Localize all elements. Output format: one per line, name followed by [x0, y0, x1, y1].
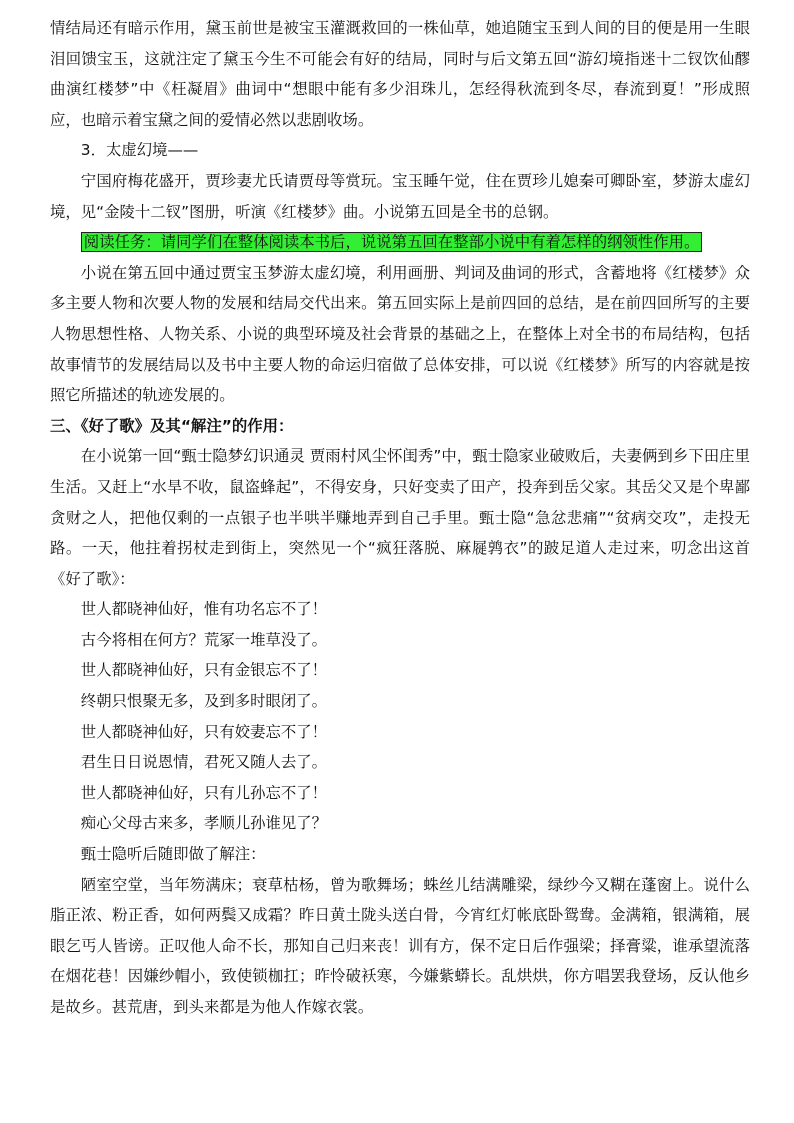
paragraph-taixu-illusion: 宁国府梅花盛开，贾珍妻尤氏请贾母等赏玩。宝玉睡午觉，住在贾珍儿媳秦可卿卧室，梦游太虚幻境，见“金陵十二钗”图册，听演《红楼梦》曲。小说第五回是全书的总钢。	[50, 171, 750, 221]
paragraph-annotation: 陋室空堂，当年笏满床；衰草枯杨，曾为歌舞场；蛛丝儿结满雕梁，绿纱今又糊在蓬窗上。说什么脂正浓、粉正香，如何两鬓又成霜？昨日黄土陇头送白骨，今宵红灯帐底卧鸳鸯。金满箱，银满箱，展眼乞丐人皆谤。正叹他人命不长，那知自己归来丧！训有方，保不定日后作强梁；择膏粱，谁承望流落在烟花巷！因嫌纱帽小，致使锁枷扛；昨怜破袄寒，今嫌紫蟒长。乱烘烘，你方唱罢我登场，反认他乡是故乡。甚荒唐，到头来都是为他人作嫁衣裳。	[50, 875, 750, 1016]
poem-line: 世人都晓神仙好，只有金银忘不了！	[80, 661, 328, 680]
poem-line: 古今将相在何方？荒冢一堆草没了。	[80, 630, 328, 649]
paragraph-zhen-shiyin: 在小说第一回“甄士隐梦幻识通灵 贾雨村风尘怀闺秀”中，甄士隐家业破败后，夫妻俩到乡下田庄里生活。又赶上“水旱不收，鼠盗蜂起”，不得安身，只好变卖了田产，投奔到岳父家。其岳父又是个卑鄙贪财之人，把他仅剩的一点银子也半哄半赚地弄到自己手里。甄士隐“急忿悲痛”“贫病交攻”，走投无路。一天，他拄着拐杖走到街上，突然见一个“疯狂落脱、麻屣鹑衣”的跛足道人走过来，叨念出这首《好了歌》：	[50, 447, 750, 588]
paragraph-chapter-five: 小说在第五回中通过贾宝玉梦游太虚幻境，利用画册、判词及曲词的形式，含蓄地将《红楼梦》众多主要人物和次要人物的发展和结局交代出来。第五回实际上是前四回的总结，是在前四回所写的主要人物思想性格、人物关系、小说的典型环境及社会背景的基础之上，在整体上对全书的布局结构，包括故事情节的发展结局以及书中主要人物的命运归宿做了总体安排，可以说《红楼梦》所写的内容就是按照它所描述的轨迹发展的。	[50, 263, 750, 405]
poem-line: 终朝只恨聚无多，及到多时眼闭了。	[80, 692, 328, 711]
poem-line: 君生日日说恩情，君死又随人去了。	[80, 753, 328, 772]
reading-task-highlight: 阅读任务：请同学们在整体阅读本书后，说说第五回在整部小说中有着怎样的纲领性作用。	[81, 232, 703, 252]
poem-line: 痴心父母古来多，孝顺儿孙谁见了？	[80, 814, 328, 833]
paragraph-daiyu-fate: 情结局还有暗示作用，黛玉前世是被宝玉灌溉救回的一株仙草，她追随宝玉到人间的目的便是用一生眼泪回馈宝玉，这就注定了黛玉今生不可能会有好的结局，同时与后文第五回“游幻境指迷十二钗饮仙醪曲演红楼梦”中《枉凝眉》曲词中“想眼中能有多少泪珠儿，怎经得秋流到冬尽，春流到夏！”形成照应，也暗示着宝黛之间的爱情必然以悲剧收场。	[50, 19, 750, 129]
poem-line: 世人都晓神仙好，惟有功名忘不了！	[80, 600, 328, 619]
poem-line: 世人都晓神仙好，只有姣妻忘不了！	[80, 722, 328, 741]
document-page	[50, 13, 750, 1023]
poem-line: 世人都晓神仙好，只有儿孙忘不了！	[80, 783, 328, 802]
section-3-heading: 三、《好了歌》及其“解注”的作用：	[50, 416, 294, 435]
reading-task	[50, 227, 750, 258]
item-3-title: 3．太虚幻境——	[80, 141, 199, 160]
paragraph-annotation-intro: 甄士隐听后随即做了解注：	[80, 845, 266, 864]
